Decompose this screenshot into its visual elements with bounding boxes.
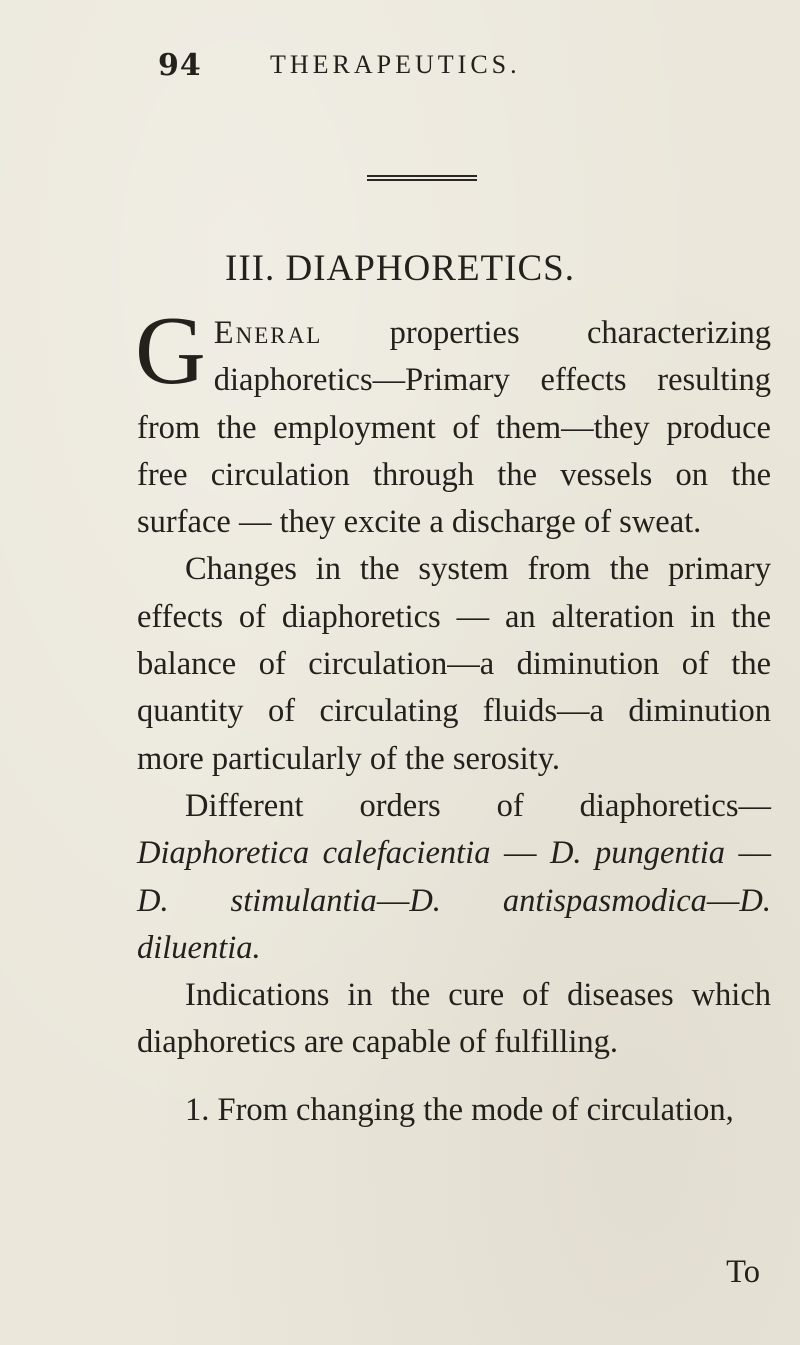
page-number: 94 xyxy=(158,48,202,83)
section-rule xyxy=(367,175,477,181)
separator: — xyxy=(725,835,772,872)
section-title: III. DIAPHORETICS. xyxy=(225,248,575,289)
paragraph-changes: Changes in the system from the primary effects of diaphoretics — an alteration in the balance of circulation—a diminution of the quantity of circulating fluids—a diminution more particularly of the serosity. xyxy=(137,551,771,777)
paragraph-text: properties characterizing diaphoretics—Primary effects resulting from the employment of them—they produce free circulation through the vessels on the surface — they excite a discharge of sweat. xyxy=(137,315,771,541)
orders-intro: Different orders of diaphoretics— xyxy=(185,787,771,824)
order-stimulantia: D. stimulantia xyxy=(137,882,377,919)
running-head: THERAPEUTICS. xyxy=(270,50,521,79)
order-pungentia: D. pungentia xyxy=(549,835,726,872)
paragraph-gap xyxy=(137,1067,771,1087)
paragraph-general-properties xyxy=(135,297,771,546)
separator: — xyxy=(706,882,740,919)
paragraph-indications: Indications in the cure of diseases which diaphoretics are capable of fulfilling. xyxy=(137,977,771,1061)
paragraph-numbered-1: 1. From changing the mode of circulation, xyxy=(185,1091,734,1128)
opening-word: Eneral xyxy=(213,315,323,351)
separator: — xyxy=(490,835,550,872)
page-header xyxy=(0,48,800,88)
order-antispasmodica: D. antispasmodica xyxy=(409,882,707,919)
body-text xyxy=(135,297,772,1134)
order-diluentia: D. diluentia. xyxy=(137,882,771,966)
order-calefacientia: Diaphoretica calefacientia xyxy=(137,835,491,872)
drop-cap: G xyxy=(135,297,206,405)
separator: — xyxy=(376,882,410,919)
catchword: To xyxy=(726,1254,760,1290)
paragraph-orders xyxy=(137,783,771,972)
